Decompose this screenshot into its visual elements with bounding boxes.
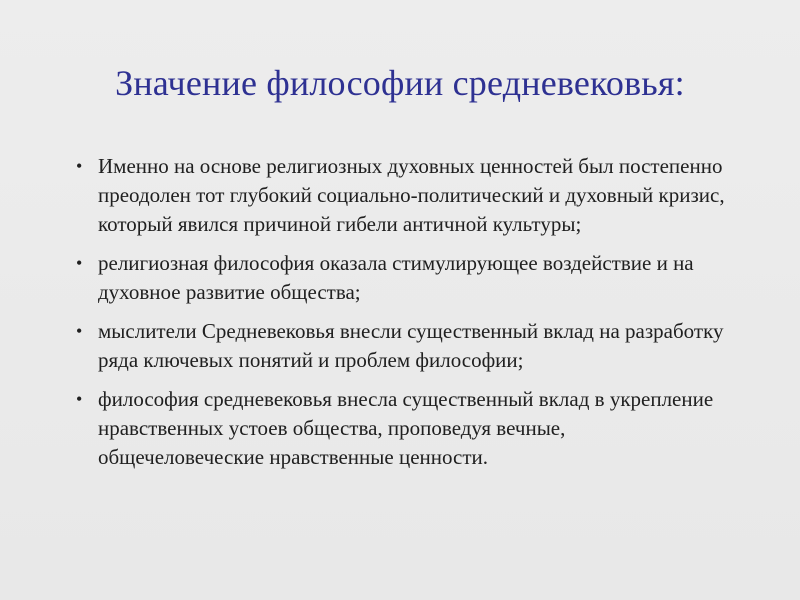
bullet-icon: • — [76, 156, 83, 176]
slide-title: Значение философии средневековья: — [115, 63, 685, 103]
bullet-icon: • — [76, 389, 83, 409]
bullet-item — [72, 152, 732, 239]
bullet-text: мыслители Средневековья внесли существенный вклад на разработку ряда ключевых понятий и проблем философии; — [98, 319, 724, 372]
bullet-list — [72, 152, 732, 482]
bullet-text: Именно на основе религиозных духовных ценностей был постепенно преодолен тот глубокий социально-политический и духовный кризис, который явился причиной гибели античной культуры; — [98, 154, 725, 236]
bullet-item — [72, 385, 732, 472]
bullet-text: религиозная философия оказала стимулирующее воздействие и на духовное развитие общества; — [98, 251, 694, 304]
bullet-item — [72, 249, 732, 307]
bullet-text: философия средневековья внесла существенный вклад в укрепление нравственных устоев общества, проповедуя вечные, общечеловеческие нравственные ценности. — [98, 387, 714, 469]
bullet-item — [72, 317, 732, 375]
bullet-icon: • — [76, 253, 83, 273]
bullet-icon: • — [76, 321, 83, 341]
